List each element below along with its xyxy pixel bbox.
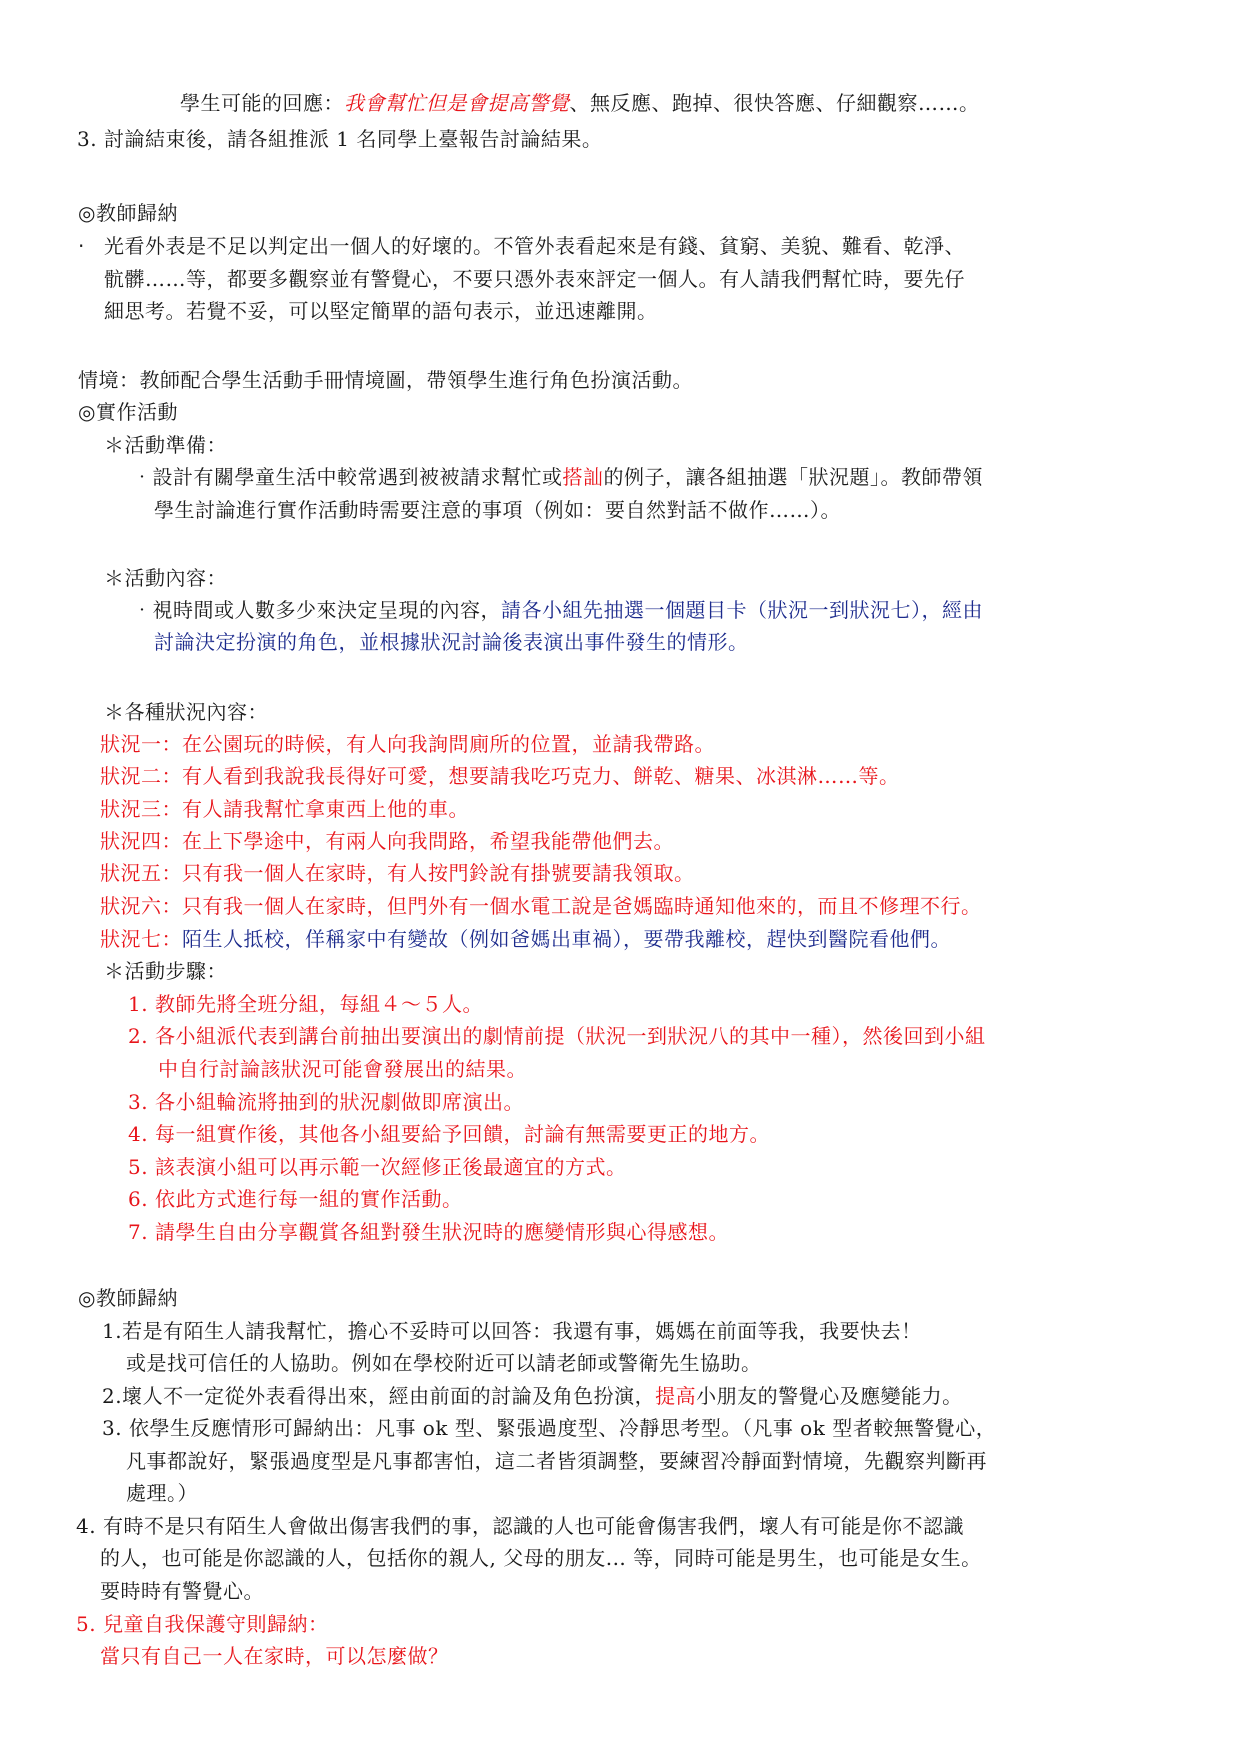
step-item: 1. 教師先將全班分組，每組４～５人。 [128, 992, 483, 1016]
situation-item: 狀況四：在上下學途中，有兩人向我問路，希望我能帶他們去。 [100, 829, 674, 853]
content-line-2: 討論決定扮演的角色，並根據狀況討論後表演出事件發生的情形。 [154, 630, 749, 654]
prep-text-a: ‧設計有關學童生活中較常遇到被被請求幫忙或 [132, 465, 563, 489]
situation-item: 狀況五：只有我一個人在家時，有人按門鈴說有掛號要請我領取。 [100, 861, 695, 885]
summary2-item5-title: 5. 兒童自我保護守則歸納： [76, 1612, 329, 1636]
item2-text-b: 小朋友的警覺心及應變能力。 [696, 1384, 963, 1408]
response-prefix: 學生可能的回應： [180, 91, 344, 115]
situation-item [100, 924, 951, 954]
summary2-item3-continued: 處理。） [126, 1481, 198, 1505]
summary2-item4: 4. 有時不是只有陌生人會做出傷害我們的事，認識的人也可能會傷害我們，壞人有可能是你不認識 [76, 1514, 964, 1538]
summary2-item3: 3. 依學生反應情形可歸納出：凡事 ok 型、緊張過度型、冷靜思考型。（凡事 ok 型者較無警覺心， [102, 1416, 997, 1440]
situation-item: 狀況二：有人看到我說我長得好可愛，想要請我吃巧克力、餅乾、糖果、冰淇淋……等。 [100, 764, 900, 788]
student-response-line [180, 88, 980, 118]
step-item: 7. 請學生自由分享觀賞各組對發生狀況時的應變情形與心得感想。 [128, 1220, 729, 1244]
summary2-item1-continued: 或是找可信任的人協助。例如在學校附近可以請老師或警衛先生協助。 [126, 1351, 762, 1375]
step-item: 2. 各小組派代表到講台前抽出要演出的劇情前提（狀況一到狀況八的其中一種），然後回到小組 [128, 1024, 986, 1048]
situations-title: ＊各種狀況內容： [104, 700, 268, 724]
prep-title: ＊活動準備： [104, 433, 227, 457]
teacher-summary-heading-2: ◎教師歸納 [78, 1286, 178, 1310]
step-item: 5. 該表演小組可以再示範一次經修正後最適宜的方式。 [128, 1155, 627, 1179]
summary2-item3-continued: 凡事都說好，緊張過度型是凡事都害怕，這二者皆須調整，要練習冷靜面對情境，先觀察判斷再 [126, 1449, 987, 1473]
summary2-item4-continued: 要時時有警覺心。 [100, 1579, 264, 1603]
steps-title: ＊活動步驟： [104, 959, 227, 983]
practice-heading: ◎實作活動 [78, 400, 178, 424]
summary2-item1: 1.若是有陌生人請我幫忙，擔心不妥時可以回答：我還有事，媽媽在前面等我，我要快去！ [102, 1319, 922, 1343]
content-text-a: ‧視時間或人數多少來決定呈現的內容， [132, 598, 501, 622]
content-title: ＊活動內容： [104, 566, 227, 590]
prep-line [132, 462, 983, 492]
prep-highlight: 搭訕 [562, 465, 604, 489]
situation-item: 狀況一：在公園玩的時候，有人向我詢問廁所的位置，並請我帶路。 [100, 732, 715, 756]
prep-text-b: 的例子，讓各組抽選「狀況題」。教師帶領 [603, 465, 983, 489]
step-item: 4. 每一組實作後，其他各小組要給予回饋，討論有無需要更正的地方。 [128, 1122, 770, 1146]
summary2-item4-continued: 的人，也可能是你認識的人，包括你的親人, 父母的朋友... 等，同時可能是男生，也可能是女生。 [100, 1546, 982, 1570]
item2-highlight: 提高 [655, 1384, 697, 1408]
response-highlight: 我會幫忙但是會提高警覺 [344, 91, 570, 115]
content-line [132, 595, 983, 625]
step-item-continued: 中自行討論該狀況可能會發展出的結果。 [158, 1057, 527, 1081]
response-rest: 、無反應、跑掉、很快答應、仔細觀察……。 [569, 91, 980, 115]
context-line: 情境：教師配合學生活動手冊情境圖，帶領學生進行角色扮演活動。 [78, 368, 693, 392]
step-item: 6. 依此方式進行每一組的實作活動。 [128, 1187, 463, 1211]
bullet-dot: ‧ [78, 234, 85, 258]
situation-item: 狀況三：有人請我幫忙拿東西上他的車。 [100, 797, 469, 821]
situation-item: 狀況六：只有我一個人在家時，但門外有一個水電工說是爸媽臨時通知他來的，而且不修理不行。 [100, 894, 982, 918]
item2-text-a: 2.壞人不一定從外表看得出來，經由前面的討論及角色扮演， [102, 1384, 656, 1408]
situation7-label: 狀況七： [100, 927, 182, 951]
situation7-text: 陌生人抵校，佯稱家中有變故（例如爸媽出車禍），要帶我離校，趕快到醫院看他們。 [182, 927, 951, 951]
step3-line: 3. 討論結束後，請各組推派 1 名同學上臺報告討論結果。 [77, 127, 603, 151]
prep-line-2: 學生討論進行實作活動時需要注意的事項（例如：要自然對話不做作……）。 [154, 498, 841, 522]
summary1-line: 骯髒……等，都要多觀察並有警覺心，不要只憑外表來評定一個人。有人請我們幫忙時，要先仔 [104, 267, 965, 291]
summary2-item2 [102, 1381, 963, 1411]
teacher-summary-heading: ◎教師歸納 [78, 201, 178, 225]
summary2-item5-question: 當只有自己一人在家時，可以怎麼做？ [100, 1644, 449, 1668]
summary1-line: 光看外表是不足以判定出一個人的好壞的。不管外表看起來是有錢、貧窮、美貌、難看、乾淨、 [104, 234, 965, 258]
step-item: 3. 各小組輪流將抽到的狀況劇做即席演出。 [128, 1090, 524, 1114]
content-highlight: 請各小組先抽選一個題目卡（狀況一到狀況七），經由 [501, 598, 983, 622]
summary1-line: 細思考。若覺不妥，可以堅定簡單的語句表示，並迅速離開。 [104, 299, 658, 323]
